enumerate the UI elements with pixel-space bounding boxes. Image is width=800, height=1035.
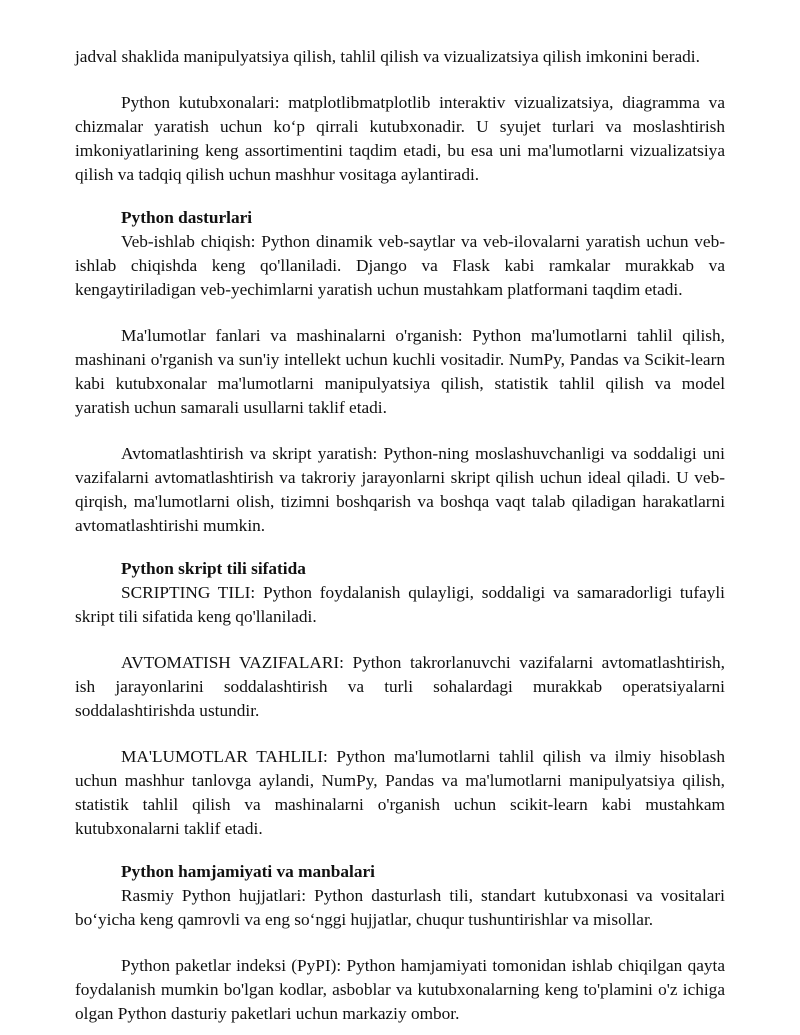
document-page bbox=[75, 45, 725, 1026]
section-python-programs bbox=[75, 206, 725, 538]
section-heading-community: Python hamjamiyati va manbalari bbox=[121, 862, 375, 881]
section-heading-scripting: Python skript tili sifatida bbox=[121, 559, 306, 578]
data-analysis-paragraph: MA'LUMOTLAR TAHLILI: Python ma'lumotlarni tahlil qilish va ilmiy hisoblash uchun mashhur tanlovga aylandi, NumPy, Pandas va ma'lumotlarni manipulyatsiya qilish, statistik tahlil qilish va mashinalarni o'rganish uchun scikit-learn kabi mustahkam kutubxonalarni taklif etadi. bbox=[75, 747, 725, 838]
matplotlib-paragraph: Python kutubxonalari: matplotlibmatplotlib interaktiv vizualizatsiya, diagramma va chizmalar yaratish uchun ko‘p qirrali kutubxonadir. U syujet turlari va moslashtirish imkoniyatlarining keng assortimentini taqdim etadi, bu esa uni ma'lumotlarni vizualizatsiya qilish va tadqiq qilish uchun mashhur vositaga aylantiradi. bbox=[75, 93, 725, 184]
data-science-paragraph: Ma'lumotlar fanlari va mashinalarni o'rganish: Python ma'lumotlarni tahlil qilish, mashinani o'rganish va sun'iy intellekt uchun kuchli vositadir. NumPy, Pandas va Scikit-learn kabi kutubxonalar ma'lumotlarni manipulyatsiya qilish, statistik tahlil qilish va model yaratish uchun samarali usullarni taklif etadi. bbox=[75, 326, 725, 417]
section-heading-programs: Python dasturlari bbox=[121, 208, 253, 227]
section-python-community bbox=[75, 860, 725, 1026]
scripting-language-paragraph: SCRIPTING TILI: Python foydalanish qulayligi, soddaligi va samaradorligi tufayli skript tili sifatida keng qo'llaniladi. bbox=[75, 583, 725, 626]
official-docs-paragraph: Rasmiy Python hujjatlari: Python dasturlash tili, standart kutubxonasi va vositalari bo‘yicha keng qamrovli va eng so‘nggi hujjatlar, chuqur tushuntirishlar va misollar. bbox=[75, 886, 725, 929]
web-development-paragraph: Veb-ishlab chiqish: Python dinamik veb-saytlar va veb-ilovalarni yaratish uchun veb-ishlab chiqishda keng qo'llaniladi. Django va Flask kabi ramkalar murakkab va kengaytiriladigan veb-yechimlarni yaratish uchun mustahkam platformani taqdim etadi. bbox=[75, 232, 725, 299]
automation-paragraph: Avtomatlashtirish va skript yaratish: Python-ning moslashuvchanligi va soddaligi uni vazifalarni avtomatlashtirish va takroriy jarayonlarni skript qilish uchun ideal qiladi. U veb-qirqish, ma'lumotlarni olish, tizimni boshqarish va boshqa vaqt talab qiladigan harakatlarni avtomatlashtirishi mumkin. bbox=[75, 444, 725, 535]
section-python-scripting bbox=[75, 557, 725, 841]
automated-tasks-paragraph: AVTOMATISH VAZIFALARI: Python takrorlanuvchi vazifalarni avtomatlashtirish, ish jarayonlarini soddalashtirish va turli sohalardagi murakkab operatsiyalarni soddalashtirishda ustundir. bbox=[75, 653, 725, 720]
intro-continuation-paragraph: jadval shaklida manipulyatsiya qilish, tahlil qilish va vizualizatsiya qilish imkonini beradi. bbox=[75, 47, 700, 66]
pypi-paragraph: Python paketlar indeksi (PyPI): Python hamjamiyati tomonidan ishlab chiqilgan qayta foydalanish mumkin bo'lgan kodlar, asboblar va kutubxonalarning keng to'plamini o'z ichiga olgan Python dasturiy paketlari uchun markaziy ombor. bbox=[75, 956, 725, 1023]
